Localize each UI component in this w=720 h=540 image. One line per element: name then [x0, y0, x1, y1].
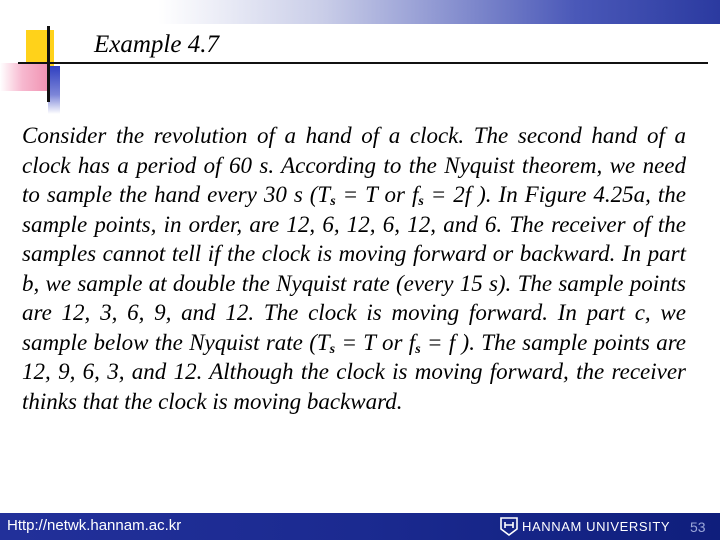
footer-bar: [0, 513, 720, 540]
slide-title: Example 4.7: [94, 31, 219, 58]
footer-url: Http://netwk.hannam.ac.kr: [7, 517, 182, 534]
decorative-vertical-line: [47, 26, 50, 102]
paragraph-text-segment: = 2f ). In Figure 4.25a, the sample points, in order, are 12, 6, 12, 6, 12, and 6. The receiver of the samples cannot tell if the clock is moving forward or backward. In part b, we sample at double the Nyquist rate (every 15 s). The sample points are 12, 3, 6, 9, and 12. The clock is moving forward. In part c, we sample below the Nyquist rate (T: [22, 182, 686, 355]
subscript: s: [330, 194, 336, 209]
page-number: 53: [690, 519, 706, 535]
footer-university-name: HANNAM UNIVERSITY: [522, 519, 671, 534]
paragraph-text-segment: = T or f: [335, 182, 419, 207]
university-logo-icon: [499, 516, 519, 537]
subscript: s: [329, 341, 336, 357]
decorative-pink-square: [0, 63, 50, 91]
paragraph-text-segment: = T or f: [335, 329, 416, 355]
paragraph-text-segment: = f ). The sample points are 12, 9, 6, 3, and 12. Although the clock is moving forward, the receiver thinks that the clock is moving backward.: [22, 329, 686, 414]
top-gradient-bar: [0, 0, 720, 24]
subscript: s: [415, 341, 421, 357]
slide-body-paragraph: [22, 121, 686, 416]
paragraph-text-segment: Consider the revolution of a hand of a clock. The second hand of a clock has a period of 60 s. According to the Nyquist theorem, we need to sample the hand every 30 s (T: [22, 123, 686, 207]
title-underline: [18, 62, 708, 64]
subscript: s: [418, 194, 424, 209]
